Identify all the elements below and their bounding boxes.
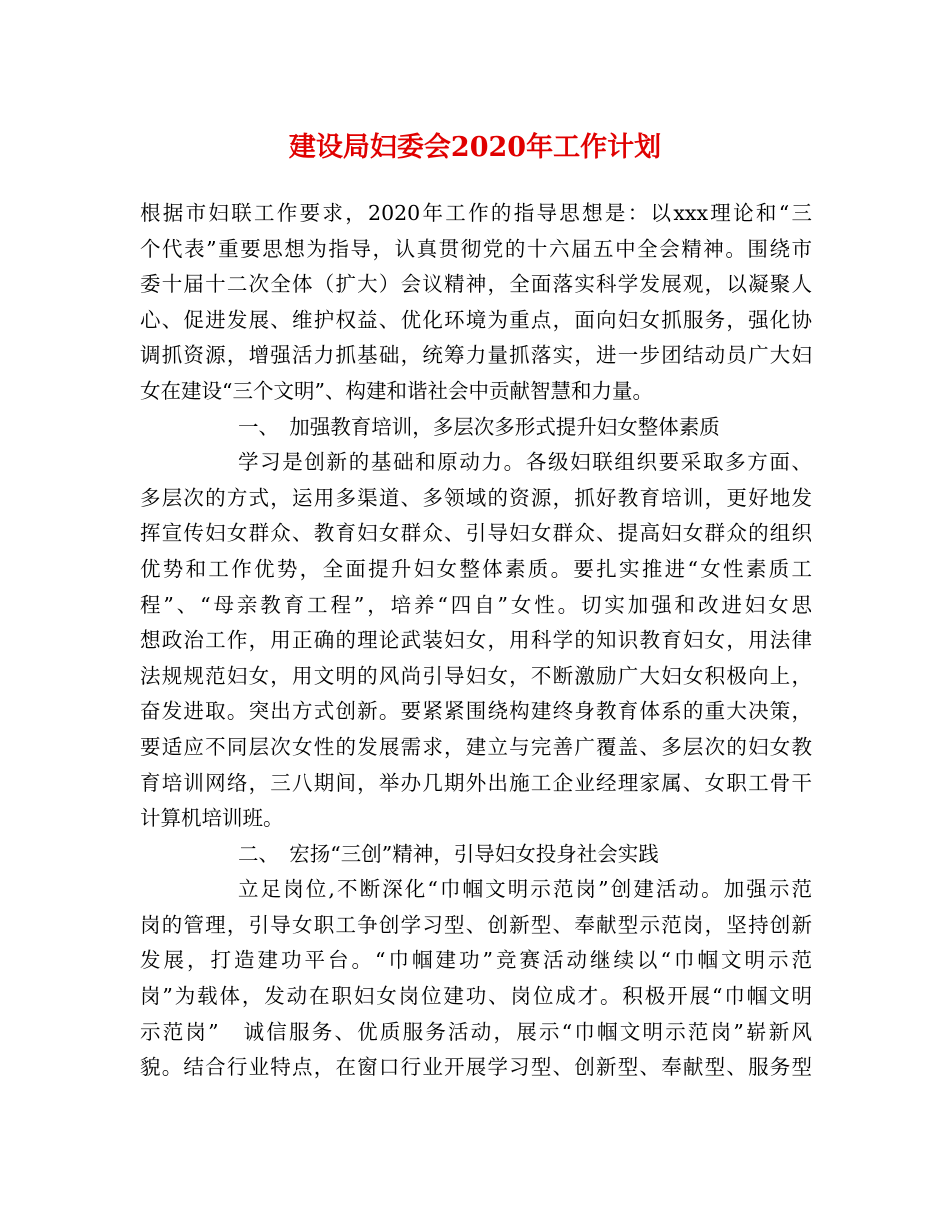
text-line: 发展，打造建功平台。“巾帼建功”竞赛活动继续以“巾帼文明示范 [140, 948, 812, 973]
paragraph-social-practice [140, 872, 812, 1086]
text-line: 优势和工作优势，全面提升妇女整体素质。要扎实推进“女性素质工 [140, 556, 812, 581]
text-line: 多层次的方式，运用多渠道、多领域的资源，抓好教育培训，更好地发 [140, 485, 812, 510]
text-line: 委十届十二次全体（扩大）会议精神，全面落实科学发展观，以凝聚人 [140, 272, 812, 297]
text-line: 法规规范妇女，用文明的风尚引导妇女，不断激励广大妇女积极向上， [140, 663, 812, 688]
text-line: 岗”为载体，发动在职妇女岗位建功、岗位成才。积极开展“巾帼文明 [140, 984, 812, 1009]
paragraph-education-training [140, 445, 812, 837]
text-line: 调抓资源，增强活力抓基础，统筹力量抓落实，进一步团结动员广大妇 [140, 343, 812, 368]
text-line: 想政治工作，用正确的理论武装妇女，用科学的知识教育妇女，用法律 [140, 628, 812, 653]
text-line: 个代表”重要思想为指导，认真贯彻党的十六届五中全会精神。围绕市 [140, 236, 812, 261]
document-title: 建设局妇委会2020年工作计划 [288, 132, 662, 163]
text-line: 立足岗位,不断深化“巾帼文明示范岗”创建活动。加强示范 [238, 877, 812, 902]
text-line: 示范岗” 诚信服务、优质服务活动，展示“巾帼文明示范岗”崭新风 [140, 1019, 812, 1044]
text-line: 貌。结合行业特点，在窗口行业开展学习型、创新型、奉献型、服务型 [140, 1055, 812, 1080]
text-line: 心、促进发展、维护权益、优化环境为重点，面向妇女抓服务，强化协 [140, 307, 812, 332]
text-line: 根据市妇联工作要求，2020年工作的指导思想是：以xxx理论和“三 [140, 201, 812, 225]
text-line: 要适应不同层次女性的发展需求，建立与完善广覆盖、多层次的妇女教 [140, 734, 812, 759]
paragraph-guiding-ideology [140, 196, 812, 410]
text-line: 女在建设“三个文明”、构建和谐社会中贡献智慧和力量。 [140, 378, 653, 403]
text-line: 奋发进取。突出方式创新。要紧紧围绕构建终身教育体系的重大决策， [140, 699, 812, 724]
text-line: 岗的管理，引导女职工争创学习型、创新型、奉献型示范岗，坚持创新 [140, 912, 812, 937]
document-body [140, 196, 812, 1086]
text-line: 学习是创新的基础和原动力。各级妇联组织要采取多方面、 [238, 450, 812, 475]
section-heading-1: 一、 加强教育培训，多层次多形式提升妇女整体素质 [238, 414, 720, 439]
text-line: 计算机培训班。 [140, 806, 284, 831]
section-heading-2: 二、 宏扬“三创”精神，引导妇女投身社会实践 [238, 841, 659, 866]
text-line: 程”、“母亲教育工程”，培养“四自”女性。切实加强和改进妇女思 [140, 592, 812, 617]
text-line: 挥宣传妇女群众、教育妇女群众、引导妇女群众、提高妇女群众的组织 [140, 521, 812, 546]
text-line: 育培训网络，三八期间，举办几期外出施工企业经理家属、女职工骨干 [140, 770, 812, 795]
